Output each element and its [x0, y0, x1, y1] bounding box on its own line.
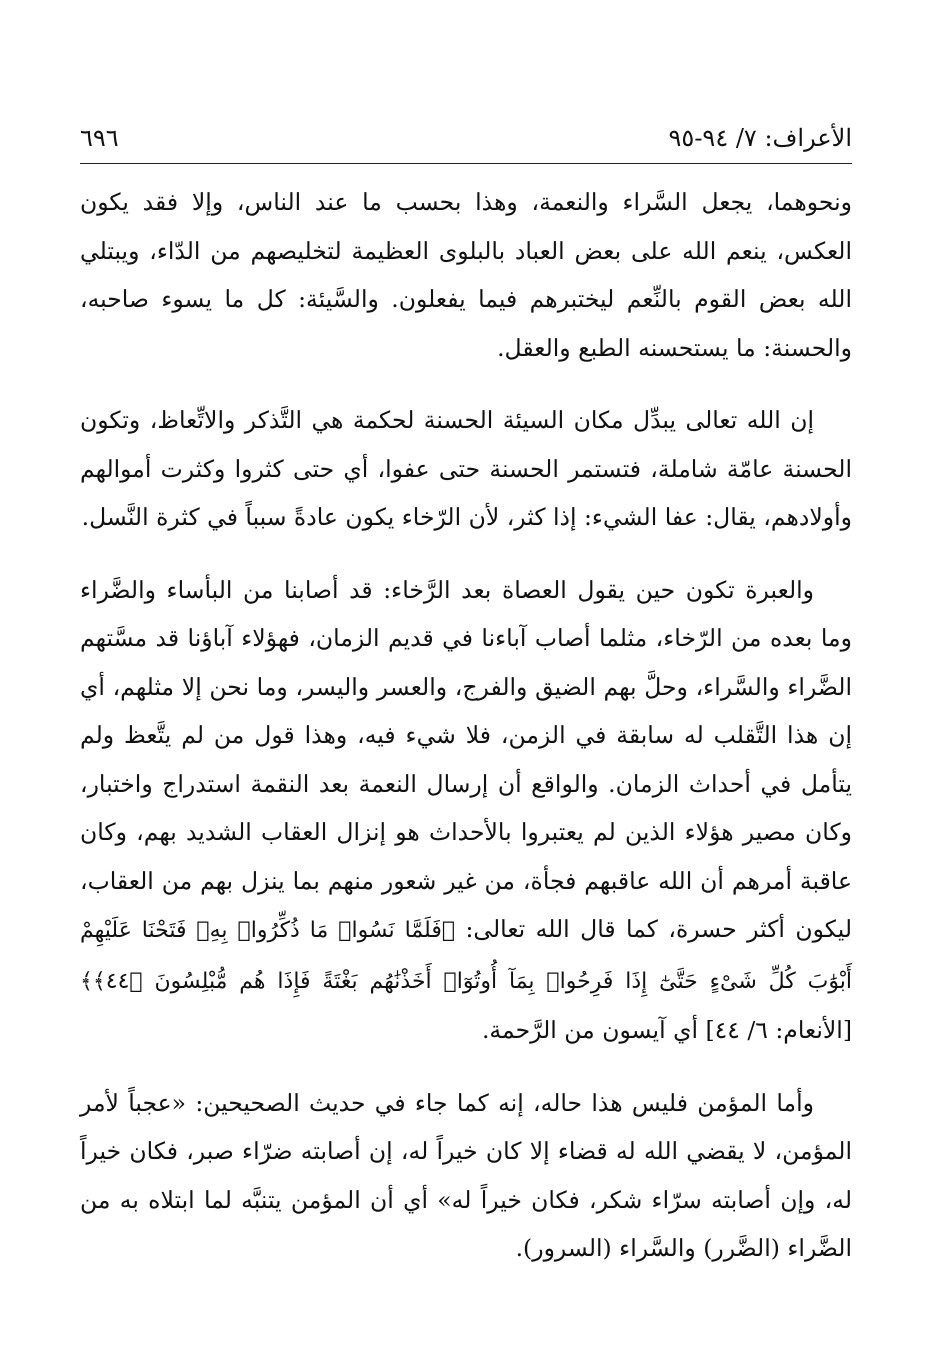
quran-verse: ﴿فَلَمَّا نَسُوا۟ مَا ذُكِّرُوا۟ بِهِۦ فَتَحْنَا عَلَيْهِمْ أَبْوَٰبَ كُلِّ شَىْءٍ حَتَّىٰٓ إِذَا فَرِحُوا۟ بِمَآ أُوتُوٓا۟ أَخَذْنَٰهُم بَغْتَةً فَإِذَا هُم مُّبْلِسُونَ ﴿٤٤﴾﴾ — [80, 918, 852, 994]
paragraph-3-text: والعبرة تكون حين يقول العصاة بعد الرَّخاء: قد أصابنا من البأساء والضَّراء وما بعده من الرّخاء، مثلما أصاب آباءنا في قديم الزمان، فهؤلاء آباؤنا قد مسَّتهم الضَّراء والسَّراء، وحلَّ بهم الضيق والفرج، والعسر واليسر، وما نحن إلا مثلهم، أي إن هذا التَّقلب له سابقة في الزمن، فلا شيء فيه، وهذا قول من لم يتَّعظ ولم يتأمل في أحداث الزمان. والواقع أن إرسال النعمة بعد النقمة استدراج واختبار، وكان مصير هؤلاء الذين لم يعتبروا بالأحداث هو إنزال العقاب الشديد بهم، وكان عاقبة أمرهم أن الله عاقبهم فجأة، من غير شعور منهم بما ينزل بهم من العقاب، ليكون أكثر حسرة، كما قال الله تعالى: — [80, 575, 853, 943]
paragraph-4: وأما المؤمن فليس هذا حاله، إنه كما جاء في حديث الصحيحين: «عجباً لأمر المؤمن، لا يقضي الله له قضاء إلا كان خيراً له، إن أصابته ضرّاء صبر، فكان خيراً له، وإن أصابته سرّاء شكر، فكان خيراً له» أي أن المؤمن يتنبَّه لما ابتلاه به من الضَّراء (الضَّرر) والسَّراء (السرور). — [80, 1088, 852, 1262]
chapter-reference: الأعراف: ٧/ ٩٤-٩٥ — [668, 124, 852, 152]
header-divider — [80, 163, 852, 164]
running-header — [80, 116, 852, 160]
page-number: ٦٩٦ — [80, 124, 119, 152]
paragraph-2: إن الله تعالى يبدِّل مكان السيئة الحسنة لحكمة هي التَّذكر والاتِّعاظ، وتكون الحسنة عامّة شاملة، فتستمر الحسنة حتى عفوا، أي حتى كثروا وكثرت أموالهم وأولادهم، يقال: عفا الشيء: إذا كثر، لأن الرّخاء يكون عادةً سبباً في كثرة النَّسل. — [80, 406, 852, 531]
paragraph-3-citation: [الأنعام: ٦/ ٤٤] أي آيسون من الرَّحمة. — [481, 1016, 852, 1044]
body-text — [80, 178, 852, 1273]
paragraph-3 — [80, 566, 852, 1055]
paragraph-1: ونحوهما، يجعل السَّراء والنعمة، وهذا بحسب ما عند الناس، وإلا فقد يكون العكس، ينعم الله على بعض العباد بالبلوى العظيمة لتخليصهم من الدّاء، ويبتلي الله بعض القوم بالنِّعم ليختبرهم فيما يفعلون. والسَّيئة: كل ما يسوء صاحبه، والحسنة: ما يستحسنه الطبع والعقل. — [80, 188, 852, 362]
